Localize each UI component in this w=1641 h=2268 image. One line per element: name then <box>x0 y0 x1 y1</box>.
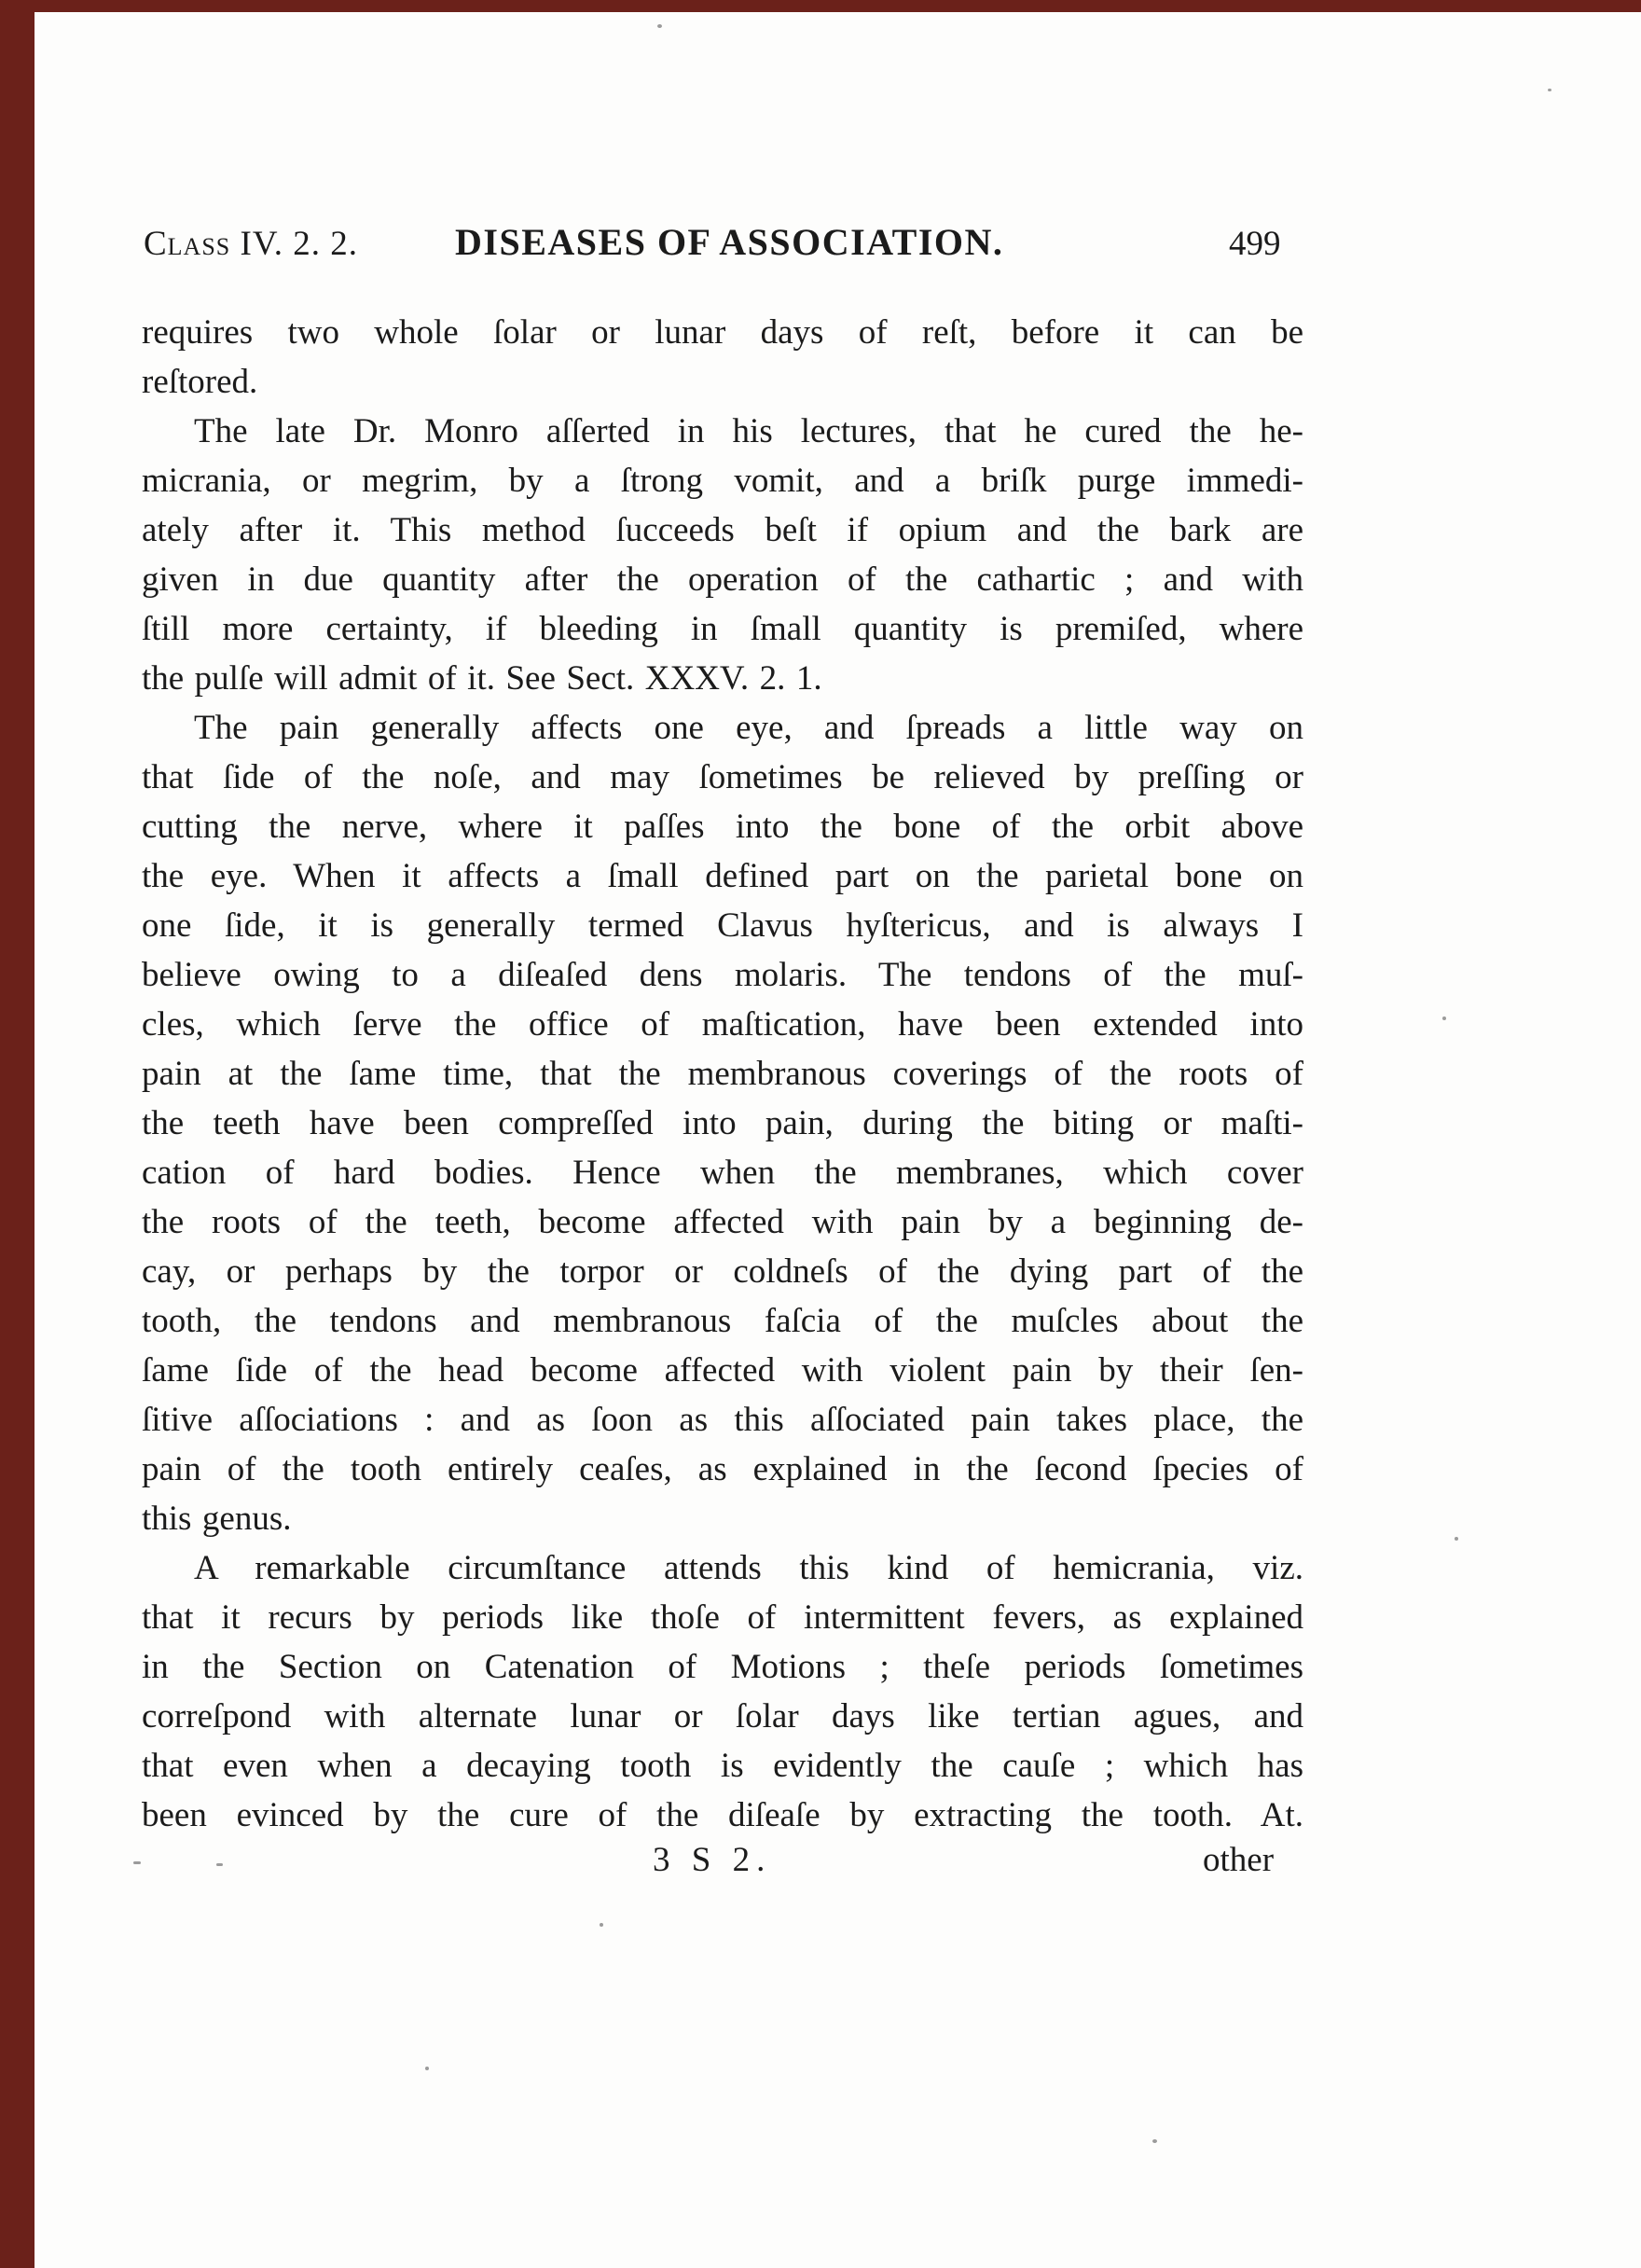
page-edge-left <box>0 0 34 2268</box>
text-line: been evinced by the cure of the diſeaſe by extracting the tooth. At. <box>142 1796 1303 1834</box>
text-line: cutting the nerve, where it paſſes into the bone of the orbit above <box>142 808 1303 846</box>
text-line: ſame ſide of the head become affected with violent pain by their ſen- <box>142 1351 1303 1390</box>
text-line: given in due quantity after the operation of the cathartic ; and with <box>142 560 1303 599</box>
page-heading: DISEASES OF ASSOCIATION. <box>455 221 1004 263</box>
scan-speck <box>425 2067 429 2070</box>
scan-speck <box>600 1923 603 1927</box>
text-line: cay, or perhaps by the torpor or coldneſs of the dying part of the <box>142 1252 1303 1291</box>
signature-mark: 3 S 2. <box>653 1841 772 1879</box>
class-label: Class IV. 2. 2. <box>144 225 359 263</box>
text-line: that it recurs by periods like thoſe of intermittent fevers, as explained <box>142 1598 1303 1637</box>
text-line: pain of the tooth entirely ceaſes, as explained in the ſecond ſpecies of <box>142 1450 1303 1488</box>
scan-speck <box>216 1863 223 1866</box>
text-line: pain at the ſame time, that the membranous coverings of the roots of <box>142 1055 1303 1093</box>
text-line: that ſide of the noſe, and may ſometimes be relieved by preſſing or <box>142 758 1303 796</box>
text-line: believe owing to a diſeaſed dens molaris. The tendons of the muſ- <box>142 956 1303 994</box>
text-line: cation of hard bodies. Hence when the membranes, which cover <box>142 1154 1303 1192</box>
text-line: the teeth have been compreſſed into pain, during the biting or maſti- <box>142 1104 1303 1142</box>
scan-speck <box>657 24 662 28</box>
catchword: other <box>1203 1841 1275 1879</box>
text-line: the roots of the teeth, become affected with pain by a beginning de- <box>142 1203 1303 1241</box>
text-block <box>142 222 1303 1889</box>
text-line: ſtill more certainty, if bleeding in ſmall quantity is premiſed, where <box>142 610 1303 648</box>
text-line: the pulſe will admit of it. See Sect. XXXV. 2. 1. <box>142 659 822 698</box>
text-line: The late Dr. Monro aſſerted in his lectures, that he cured the he- <box>194 412 1303 450</box>
text-line: A remarkable circumſtance attends this kind of hemicrania, viz. <box>194 1549 1303 1587</box>
text-line: tooth, the tendons and membranous faſcia of the muſcles about the <box>142 1302 1303 1340</box>
text-line: ately after it. This method ſucceeds beſt if opium and the bark are <box>142 511 1303 549</box>
text-line: cles, which ſerve the office of maſtication, have been extended into <box>142 1005 1303 1044</box>
running-head <box>142 222 1303 308</box>
text-line: correſpond with alternate lunar or ſolar days like tertian agues, and <box>142 1697 1303 1736</box>
page-body <box>142 308 1303 1840</box>
scan-speck <box>1455 1537 1458 1541</box>
text-line: one ſide, it is generally termed Clavus hyſtericus, and is always I <box>142 906 1303 945</box>
page-footer <box>142 1840 1303 1889</box>
text-line: micrania, or megrim, by a ſtrong vomit, and a briſk purge immedi- <box>142 462 1303 500</box>
text-line: this genus. <box>142 1500 292 1538</box>
page-number: 499 <box>1229 225 1281 263</box>
text-line: the eye. When it affects a ſmall defined part on the parietal bone on <box>142 857 1303 895</box>
text-line: requires two whole ſolar or lunar days of reſt, before it can be <box>142 313 1303 352</box>
scan-speck <box>1442 1016 1446 1020</box>
scan-speck <box>1548 89 1551 91</box>
text-line: in the Section on Catenation of Motions ; theſe periods ſometimes <box>142 1648 1303 1686</box>
scan-speck <box>133 1861 141 1864</box>
scan-speck <box>1152 2139 1157 2143</box>
text-line: that even when a decaying tooth is evidently the cauſe ; which has <box>142 1747 1303 1785</box>
text-line: reſtored. <box>142 363 258 401</box>
text-line: ſitive aſſociations : and as ſoon as this aſſociated pain takes place, the <box>142 1401 1303 1439</box>
text-line: The pain generally affects one eye, and ſpreads a little way on <box>194 709 1303 747</box>
page-edge-top <box>0 0 1641 12</box>
